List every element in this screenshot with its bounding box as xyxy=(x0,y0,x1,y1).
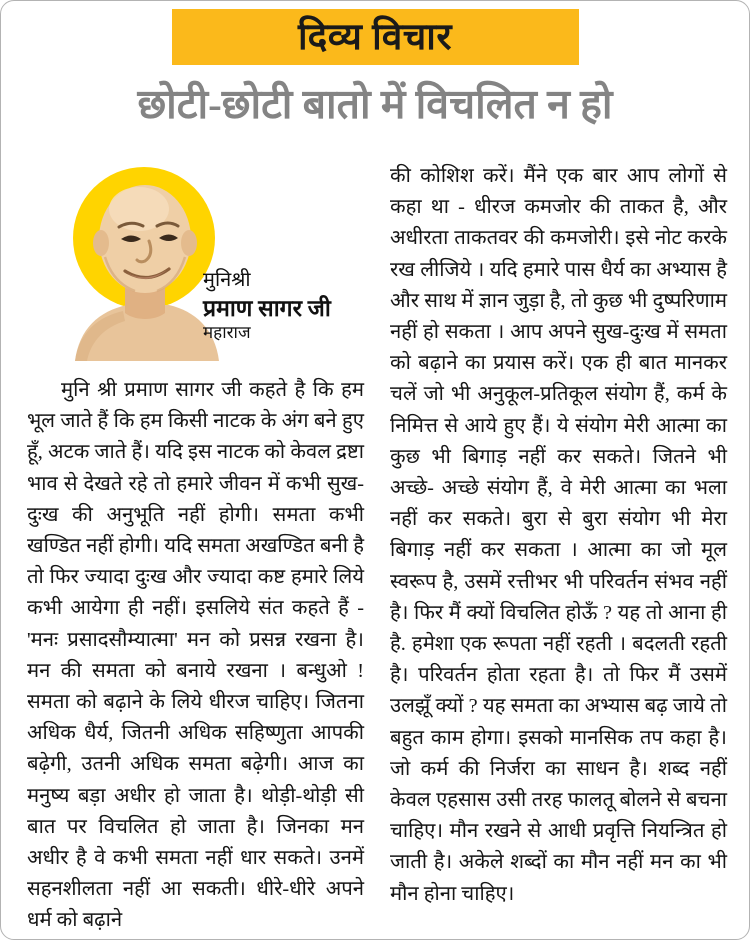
left-column xyxy=(27,161,364,932)
monk-portrait-icon xyxy=(65,161,223,361)
article-headline: छोटी-छोटी बातो में विचलित न हो xyxy=(137,81,613,127)
article-body-right: की कोशिश करें। मैंने एक बार आप लोगों से कहा था - धीरज कमजोर की ताकत है, और अधीरता ताकतवर की कमजोरी। इसे नोट करके रख लीजिये । यदि हमारे पास धैर्य का अभ्यास है और साथ में ज्ञान जुड़ा है, तो कुछ भी दुष्परिणाम नहीं हो सकता । आप अपने सुख-दुःख में समता को बढ़ाने का प्रयास करें। एक ही बात मानकर चलें जो भी अनुकूल-प्रतिकूल संयोग हैं, कर्म के निमित्त से आये हुए हैं। ये संयोग मेरी आत्मा का कुछ भी बिगाड़ नहीं कर सकते। जितने भी अच्छे- अच्छे संयोग हैं, वे मेरी आत्मा का भला नहीं कर सकते। बुरा से बुरा संयोग भी मेरा बिगाड़ नहीं कर सकता । आत्मा का जो मूल स्वरूप है, उसमें रत्तीभर भी परिवर्तन संभव नहीं है। फिर मैं क्यों विचलित होऊँ ? यह तो आना ही है. हमेशा एक रूपता नहीं रहती । बदलती रहती है। परिवर्तन होता रहता है। तो फिर मैं उसमें उलझूँ क्यों ? यह समता का अभ्यास बढ़ जाये तो बहुत काम होगा। इसको मानसिक तप कहा है। जो कर्म की निर्जरा का साधन है। शब्द नहीं केवल एहसास उसी तरह फालतू बोलने से बचना चाहिए। मौन रखने से आधी प्रवृत्ति नियन्त्रित हो जाती है। अकेले शब्दों का मौन नहीं मन का भी मौन होना चाहिए। xyxy=(390,165,727,905)
caption-line-1: मुनिश्री xyxy=(203,269,251,291)
banner-row xyxy=(1,1,749,65)
publication-banner-title: दिव्य विचार xyxy=(172,9,579,65)
article-columns xyxy=(27,161,727,932)
portrait-caption xyxy=(203,269,373,343)
portrait-block xyxy=(27,161,364,369)
caption-line-2: प्रमाण सागर जी xyxy=(203,295,331,321)
portrait-figure xyxy=(65,161,223,361)
article-body-left: मुनि श्री प्रमाण सागर जी कहते है कि हम भूल जाते हैं कि हम किसी नाटक के अंग बने हुए हूँ, अटक जाते हैं। यदि इस नाटक को केवल द्रष्टा भाव से देखते रहे तो हमारे जीवन में कभी सुख-दुःख की अनुभूति नहीं होगी। समता कभी खण्डित नहीं होगी। यदि समता अखण्डित बनी है तो फिर ज्यादा दुःख और ज्यादा कष्ट हमारे लिये कभी आयेगा ही नहीं। इसलिये संत कहते हैं - 'मनः प्रसादसौम्यात्मा' मन को प्रसन्न रखना है। मन की समता को बनाये रखना । बन्धुओ ! समता को बढ़ाने के लिये धीरज चाहिए। जितना अधिक धैर्य, जितनी अधिक सहिष्णुता आपकी बढ़ेगी, उतनी अधिक समता बढ़ेगी। आज का मनुष्य बड़ा अधीर हो जाता है। थोड़ी-थोड़ी सी बात पर विचलित हो जाता है। जिनका मन अधीर है वे कभी समता नहीं धार सकते। उनमें सहनशीलता नहीं आ सकती। धीरे-धीरे अपने धर्म को बढ़ाने xyxy=(27,379,364,932)
caption-line-3: महाराज xyxy=(203,322,251,342)
right-column xyxy=(390,161,727,925)
